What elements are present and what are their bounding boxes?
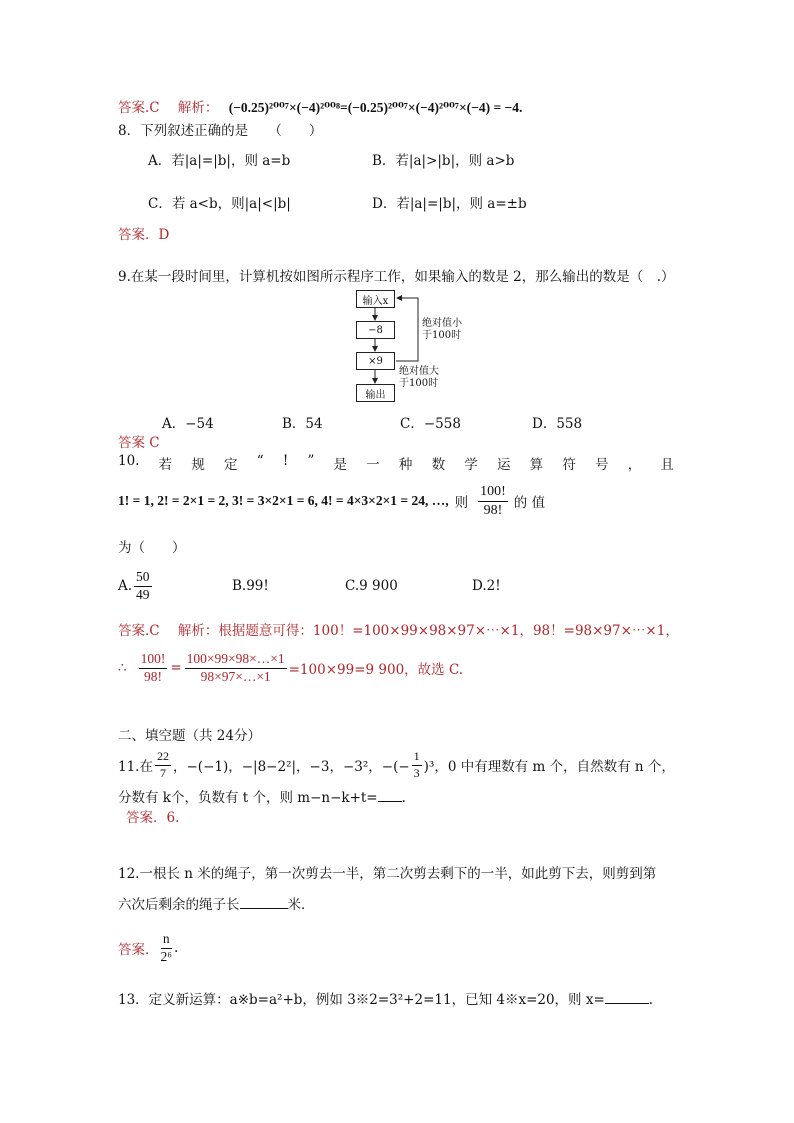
q10-solution-rhs [185, 652, 287, 685]
q7-answer-label: 答案.C [118, 100, 160, 116]
q12-blank [240, 896, 288, 909]
loop-label-line2: 于100时 [422, 330, 462, 341]
q8-answer: 答案．D [118, 227, 170, 243]
q10-stem-char: 运 [496, 457, 511, 473]
q10-stem-char: ” [307, 453, 315, 469]
q12-answer-end: . [173, 940, 179, 956]
q10-option-a-fraction [134, 570, 152, 603]
q10-analysis: 解析：根据题意可得：100！=100×99×98×97×⋯×1，98！=98×97×⋯×1， [177, 623, 679, 639]
q10-stem-char: 规 [191, 457, 205, 473]
q13-text: 13．定义新运算：a※b=a²+b，例如 3※2=3²+2=11，已知 4※x=20，则 x= [118, 992, 605, 1008]
q9-option-c: C．−558 [400, 416, 461, 432]
q10-stem-char: 算 [529, 457, 544, 473]
q10-fraction [478, 484, 508, 518]
q11-frac-num: 22 [155, 750, 171, 765]
q10-solution-tail: =100×99=9 900，故选 C. [288, 662, 464, 678]
q8-stem: 8．下列叙述正确的是 （ ） [118, 123, 323, 139]
q10-stem-char: 种 [398, 457, 413, 473]
q11-fraction-1-3 [412, 750, 422, 779]
exit-label-line1: 绝对值大 [399, 366, 439, 377]
q9-option-a: A．−54 [162, 416, 214, 432]
q10-frac-num: 100! [478, 484, 508, 501]
q12-answer-label: 答案． [118, 942, 159, 958]
q9-option-b: B．54 [282, 416, 323, 432]
q10-stem-char: 定 [224, 457, 238, 473]
q8-option-a: A．若|a|=|b|，则 a=b [148, 153, 291, 169]
q10-solution-lhs-den: 98! [143, 668, 162, 684]
q12-line2-text: 六次后剩余的绳子长 [118, 897, 240, 913]
q11-line2 [118, 786, 406, 806]
q10-solution-lhs [139, 652, 168, 685]
q11-prefix: 11.在 [118, 759, 153, 775]
q12-line1: 12.一根长 n 米的绳子，第一次剪去一半，第二次剪去剩下的一半，如此剪下去，则剪到第 [118, 866, 657, 882]
q11-line1 [118, 745, 675, 785]
q12-answer-line [118, 928, 178, 968]
q10-stem-char: 且 [660, 457, 674, 473]
q10-stem-char: 学 [464, 457, 478, 473]
q9-answer: 答案 C [118, 435, 160, 451]
q11-line2-text: 分数有 k个，负数有 t 个，则 m−n−k+t= [118, 790, 378, 806]
q11-list-part2: )³，0 中有理数有 m 个，自然数有 n 个， [423, 759, 675, 775]
q11-frac2-den: 3 [413, 765, 420, 780]
q10-stem-char: 是 [333, 457, 348, 473]
q10-stem-char: 若 [158, 457, 173, 473]
q10-stem-char: 一 [366, 457, 380, 473]
q13-line [118, 988, 653, 1008]
q11-blank [378, 789, 402, 802]
q10-option-a-num: 50 [134, 570, 152, 587]
q10-solution-lhs-num: 100! [139, 652, 168, 669]
q10-value-of: 的 值 [513, 495, 546, 511]
q10-solution-rhs-den: 98×97×…×1 [200, 668, 271, 684]
q9-stem: 9.在某一段时间里，计算机按如图所示程序工作，如果输入的数是 2，那么输出的数是（ .） [118, 269, 675, 285]
q12-answer-den: 2⁶ [160, 948, 172, 964]
q11-frac-den: 7 [159, 765, 166, 780]
q13-blank [605, 991, 649, 1004]
q12-answer-num: n [161, 932, 172, 949]
q7-analysis-label: 解析： [177, 100, 219, 116]
q10-stem-char: 数 [431, 457, 446, 473]
q10-then: 则 [454, 495, 469, 511]
q10-definition: 1! = 1, 2! = 2×1 = 2, 3! = 3×2×1 = 6, 4! = 4×3×2×1 = 24, …, [118, 493, 449, 508]
q10-solution-line: ∴ $\frac{100!}{98!}$ = $\frac{100\times 99\times 98\times\dots\times 1}{98\times 97\times\dots\times 1}$ =100×99=9 900，故选 C. [118, 650, 464, 684]
loop-label-line1: 绝对值小 [422, 318, 462, 329]
q9-option-d: D．558 [532, 416, 583, 432]
q11-frac2-num: 1 [412, 750, 422, 765]
q9-flowchart [340, 288, 480, 406]
q11-list-part1: ，−(−1)，−|8−2²|，−3，−3²，−(− [172, 759, 410, 775]
q10-stem-char: ! [282, 453, 289, 469]
q10-stem-char: 号 [595, 457, 609, 473]
q12-line2 [118, 893, 315, 913]
q10-frac-den: 98! [483, 502, 503, 518]
flow-times9-box: ×9 [356, 352, 395, 370]
q10-stem-char: 10. [118, 453, 140, 469]
flow-minus8-box: −8 [356, 321, 395, 339]
q10-stem-char: 符 [562, 457, 576, 473]
q10-option-a-den: 49 [136, 586, 150, 602]
q10-option-a-prefix: A. [118, 578, 133, 594]
q10-option-a [118, 567, 154, 605]
exit-label-line2: 于100时 [399, 378, 439, 389]
flow-exit-label [399, 366, 439, 390]
q10-stem-end: 为（ ） [118, 540, 186, 556]
q11-answer: 答案．6. [126, 810, 180, 826]
q10-solution-rhs-num: 100×99×98×…×1 [185, 652, 287, 669]
q10-answer-label: 答案.C [118, 623, 160, 639]
q10-stem-char: “ [256, 453, 264, 469]
q8-option-b: B．若|a|>|b|，则 a>b [372, 153, 515, 169]
q10-stem-char: ， [627, 457, 642, 473]
q12-line2-end: 米． [287, 897, 315, 913]
q10-option-c: C.9 900 [345, 578, 398, 594]
q11-line2-end: . [401, 790, 406, 806]
q11-fraction-22-7 [155, 750, 171, 779]
q10-option-b: B.99! [232, 578, 269, 594]
section-2-title: 二、填空题（共 24分） [118, 728, 261, 744]
q10-answer-line [118, 619, 679, 639]
flow-loop-label [422, 318, 462, 342]
q8-option-d: D．若|a|=|b|，则 a=±b [372, 196, 527, 212]
q8-option-c: C．若 a<b，则|a|<|b| [148, 196, 291, 212]
q10-therefore: ∴ [118, 660, 127, 676]
flow-input-box: 输入x [356, 290, 395, 308]
q13-end: . [648, 992, 654, 1008]
q12-answer-fraction [161, 932, 172, 965]
q7-answer-line [118, 96, 522, 116]
q10-option-d: D.2! [472, 578, 501, 594]
q10-definition-line [118, 482, 545, 520]
q7-formula: (−0.25)²⁰⁰⁷×(−4)²⁰⁰⁸=(−0.25)²⁰⁰⁷×(−4)²⁰⁰⁷×(−4) = −4. [228, 100, 523, 115]
q10-stem-line [118, 453, 674, 473]
flow-output-box: 输出 [356, 384, 395, 402]
